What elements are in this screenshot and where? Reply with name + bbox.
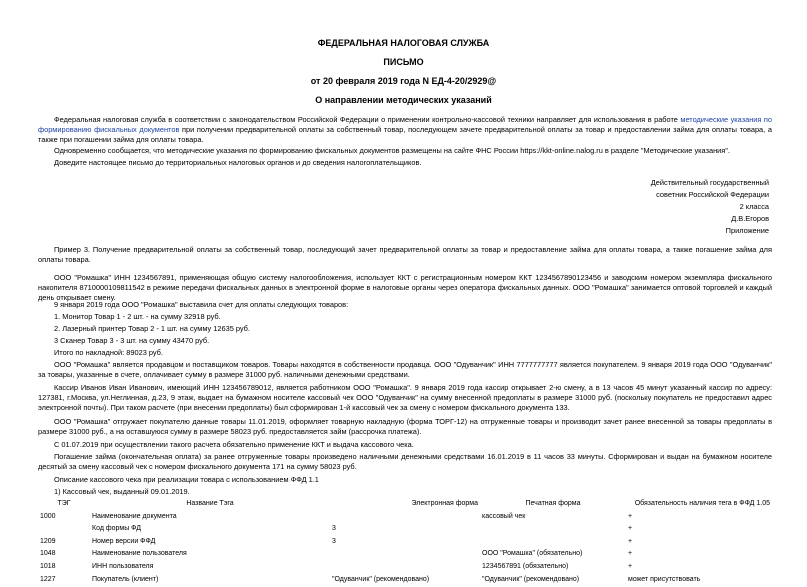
table-cell: 1018: [40, 562, 56, 570]
table-cell: 3: [332, 525, 336, 533]
table-row: [38, 549, 772, 562]
example-paragraph-9: Описание кассового чека при реализации товара с использованием ФФД 1.1: [54, 475, 319, 484]
signatory-name: Д.В.Егоров: [731, 214, 769, 223]
header-electronic-form: Электронная форма: [411, 500, 478, 507]
table-cell: +: [628, 562, 633, 570]
table-cell: +: [628, 537, 633, 545]
table-row: [38, 537, 772, 550]
invoice-total: Итого по накладной: 89023 руб.: [54, 348, 163, 357]
table-cell: 1227: [40, 575, 56, 583]
receipt-tags-table: [38, 499, 772, 587]
signature-line-1: Действительный государственный: [650, 178, 769, 187]
table-cell: +: [628, 550, 633, 558]
letter-paragraph-2: Одновременно сообщается, что методические указания по формированию фискальных документов размещены на сайте ФНС России https://kkt-online.nalog.ru в разделе "Методические указания".: [54, 146, 730, 155]
table-cell: 1209: [40, 537, 56, 545]
header-mandatory: Обязательность наличия тега в ФФД 1.05: [634, 500, 770, 507]
header-print-form: Печатная форма: [525, 500, 581, 507]
header-tag-name: Название Тэга: [186, 500, 234, 507]
table-row: [38, 575, 772, 587]
paragraph-text: Федеральная налоговая служба в соответствии с законодательством Российской Федерации о применении контрольно-кассовой техники направляет для использования в работе: [54, 115, 681, 124]
table-cell: Код формы ФД: [92, 525, 142, 533]
example-paragraph-2: ООО "Ромашка" ИНН 1234567891, применяющая общую систему налогообложения, использует ККТ с регистрационным номером ККТ 1234567890123456 и заводским номером экземпляра фискального накопителя 8710000109811542 в режиме передачи фискальных данных в электронной форме в налоговые органы через оператора фискальных данных. ООО "Ромашка" занимается оптовой торговлей и каждый день открывает смену.: [38, 273, 772, 302]
table-cell: [480, 537, 626, 550]
table-cell: Покупатель (клиент): [92, 575, 159, 583]
appendix-label: Приложение: [725, 226, 769, 235]
table-cell: 3: [332, 537, 336, 545]
example-paragraph-3: 9 января 2019 года ООО "Ромашка" выставила счет для оплаты следующих товаров:: [54, 300, 349, 309]
list-item: 2. Лазерный принтер Товар 2 - 1 шт. на сумму 12635 руб.: [54, 324, 250, 333]
example-paragraph-4: ООО "Ромашка" является продавцом и поставщиком товаров. Товары находятся в собственности продавца. ООО "Одуванчик" ИНН 7777777777 является покупателем. 9 января 2019 года ООО "Одуванчик" за товары, указанные в счете, оплачивает сумму в размере 31000 руб. наличными денежными средствами.: [38, 360, 772, 379]
header-tag: ТЭГ: [57, 500, 71, 507]
letter-paragraph-1: [38, 115, 772, 144]
table-row: [38, 524, 772, 537]
table-cell: [330, 562, 480, 575]
table-cell: "Одуванчик" (рекомендовано): [482, 575, 580, 583]
table-cell: Наименование документа: [92, 512, 177, 520]
document-subject: О направлении методических указаний: [315, 95, 492, 105]
table-cell: ИНН пользователя: [92, 562, 154, 570]
table-cell: Наименование пользователя: [92, 550, 187, 558]
list-item: 3 Сканер Товар 3 - 3 шт. на сумму 43470 руб.: [54, 336, 210, 345]
letter-paragraph-3: Доведите настоящее письмо до территориальных налоговых органов и до сведения налогоплательщиков.: [54, 158, 422, 167]
table-cell: 1234567891 (обязательно): [482, 562, 569, 570]
table-cell: Номер версии ФФД: [92, 537, 156, 545]
table-cell: [330, 549, 480, 562]
table-cell: "Одуванчик" (рекомендовано): [332, 575, 430, 583]
example-paragraph-5: Кассир Иванов Иван Иванович, имеющий ИНН 123456789012, является работником ООО "Ромашка". 9 января 2019 года кассир открывает 2-ю смену, а в 13 часов 45 минут указанный кассир по адресу: 127381, г.Москва, ул.Неглинная, д.23, 9 этаж, выдает на бумажном носителе кассовый чек ООО "Одуванчик" на сумму внесенной предоплаты в размере 31000 руб. (поскольку покупатель не предоставил адрес электронной почты). При таком расчете (при внесении предоплаты) был сформирован 1-й кассовый чек за смену с номером фискального документа 133.: [38, 383, 772, 412]
table-cell: [38, 524, 90, 537]
document-date: от 20 февраля 2019 года N ЕД-4-20/2929@: [310, 76, 497, 86]
paragraph-text: при получении предварительной оплаты за собственный товар, последующем зачете предварительной оплаты за товар и предоставлении займа для оплаты товара, а также при погашении займа для оплаты товара.: [38, 124, 772, 144]
example-paragraph-10: 1) Кассовый чек, выданный 09.01.2019.: [54, 487, 190, 496]
table-cell: +: [628, 512, 633, 520]
example-paragraph-7: С 01.07.2019 при осуществлении такого расчета обязательно применение ККТ и выдача кассового чека.: [54, 440, 414, 449]
table-cell: [480, 524, 626, 537]
signature-line-2: советник Российской Федерации: [656, 190, 769, 199]
table-cell: кассовый чек: [482, 512, 526, 520]
example-paragraph-8: Погашение займа (окончательная оплата) за ранее отгруженные товары произведено наличными денежными средствами 16.01.2019 в 11 часов 33 минуты. Сформирован и выдан на бумажном носителе десятый за смену кассовый чек с номером фискального документа 171 на сумму 58023 руб.: [38, 452, 772, 471]
agency-title: ФЕДЕРАЛЬНАЯ НАЛОГОВАЯ СЛУЖБА: [317, 38, 490, 48]
table-cell: +: [628, 525, 633, 533]
table-row: [38, 562, 772, 575]
table-cell: ООО "Ромашка" (обязательно): [482, 550, 583, 558]
table-cell: может присутствовать: [628, 575, 701, 583]
table-header-row: [38, 499, 772, 512]
list-item: 1. Монитор Товар 1 - 2 шт. - на сумму 32918 руб.: [54, 312, 221, 321]
table-cell: 1000: [40, 512, 56, 520]
example-paragraph-1: Пример 3. Получение предварительной оплаты за собственный товар, последующий зачет предварительной оплаты за товар и предоставление займа для оплаты товара, а также погашение займа для оплаты товара.: [38, 245, 772, 264]
document-type: ПИСЬМО: [383, 57, 424, 67]
table-cell: [330, 512, 480, 525]
signature-line-3: 2 класса: [739, 202, 769, 211]
table-cell: 1048: [40, 550, 56, 558]
table-row: [38, 512, 772, 525]
example-paragraph-6: ООО "Ромашка" отгружает покупателю данные товары 11.01.2019, оформляет товарную накладную (форма ТОРГ-12) на отгруженные товары и производит зачет ранее внесенной за товары предоплаты в размере 31000 руб., а на оставшуюся сумму в размере 58023 руб. предоставляется займ (рассрочка платежа).: [38, 417, 772, 436]
guidelines-link[interactable]: методические указания по формированию фискальных документов: [38, 115, 772, 134]
